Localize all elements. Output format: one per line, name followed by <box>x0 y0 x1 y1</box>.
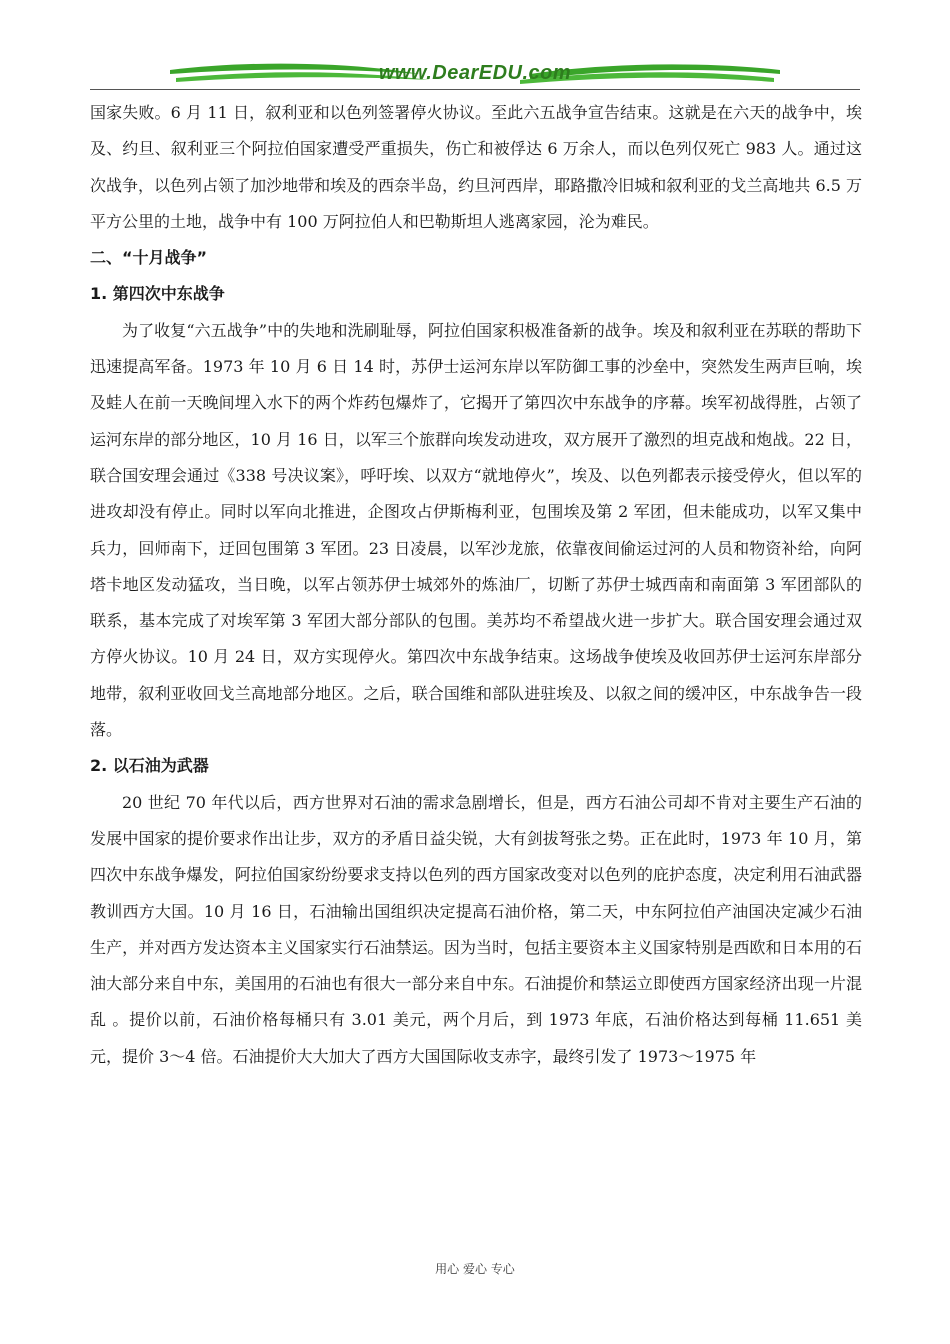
subheading-oil-as-weapon: 2. 以石油为武器 <box>90 756 209 776</box>
paragraph-fourth-war: 为了收复“六五战争”中的失地和洗刷耻辱，阿拉伯国家积极准备新的战争。埃及和叙利亚在苏联的帮助下迅速提高军备。1973 年 10 月 6 日 14 时，苏伊士运河东岸以军防御工事的沙垒中，突然发生两声巨响，埃及蛙人在前一天晚间埋入水下的两个炸药包爆炸了，它揭开了第四次中东战争的序幕。埃军初战得胜，占领了运河东岸的部分地区，10 月 16 日，以军三个旅群向埃发动进攻，双方展开了激烈的坦克战和炮战。22 日，联合国安理会通过《338 号决议案》，呼吁埃、以双方“就地停火”，埃及、以色列都表示接受停火，但以军的进攻却没有停止。同时以军向北推进，企图攻占伊斯梅利亚，包围埃及第 2 军团，但未能成功，以军又集中兵力，回师南下，迂回包围第 3 军团。23 日凌晨，以军沙龙旅，依靠夜间偷运过河的人员和物资补给，向阿塔卡地区发动猛攻，当日晚，以军占领苏伊士城郊外的炼油厂，切断了苏伊士城西南和南面第 3 军团部队的联系，基本完成了对埃军第 3 军团大部分部队的包围。美苏均不希望战火进一步扩大。联合国安理会通过双方停火协议。10 月 24 日，双方实现停火。第四次中东战争结束。这场战争使埃及收回苏伊士运河东岸部分地带，叙利亚收回戈兰高地部分地区。之后，联合国维和部队进驻埃及、以叙之间的缓冲区，中东战争告一段落。 <box>90 320 862 740</box>
site-logo-text[interactable]: www.DearEDU.com <box>378 62 572 84</box>
subheading-fourth-middle-east-war: 1. 第四次中东战争 <box>90 284 225 304</box>
page-footer: 用心 爱心 专心 <box>435 1262 515 1276</box>
site-header <box>90 58 860 92</box>
document-body <box>90 95 862 1075</box>
section-heading-october-war: 二、“十月战争” <box>90 248 208 268</box>
header-divider <box>90 89 860 90</box>
paragraph-oil-weapon: 20 世纪 70 年代以后，西方世界对石油的需求急剧增长，但是，西方石油公司却不肯对主要生产石油的发展中国家的提价要求作出让步，双方的矛盾日益尖锐，大有剑拔弩张之势。正在此时，1973 年 10 月，第四次中东战争爆发，阿拉伯国家纷纷要求支持以色列的西方国家改变对以色列的庇护态度，决定利用石油武器教训西方大国。10 月 16 日，石油输出国组织决定提高石油价格，第二天，中东阿拉伯产油国决定减少石油生产，并对西方发达资本主义国家实行石油禁运。因为当时，包括主要资本主义国家特别是西欧和日本用的石油大部分来自中东，美国用的石油也有很大一部分来自中东。石油提价和禁运立即使西方国家经济出现一片混乱 。提价以前，石油价格每桶只有 3.01 美元，两个月后，到 1973 年底，石油价格达到每桶 11.651 美元，提价 3～4 倍。石油提价大大加大了西方大国国际收支赤字，最终引发了 1973～1975 年 <box>90 792 862 1066</box>
paragraph-six-day-war-end: 国家失败。6 月 11 日，叙利亚和以色列签署停火协议。至此六五战争宣告结束。这就是在六天的战争中，埃及、约旦、叙利亚三个阿拉伯国家遭受严重损失，伤亡和被俘达 6 万余人，而以色列仅死亡 983 人。通过这次战争，以色列占领了加沙地带和埃及的西奈半岛，约旦河西岸，耶路撒冷旧城和叙利亚的戈兰高地共 6.5 万平方公里的土地，战争中有 100 万阿拉伯人和巴勒斯坦人逃离家园，沦为难民。 <box>90 103 862 231</box>
